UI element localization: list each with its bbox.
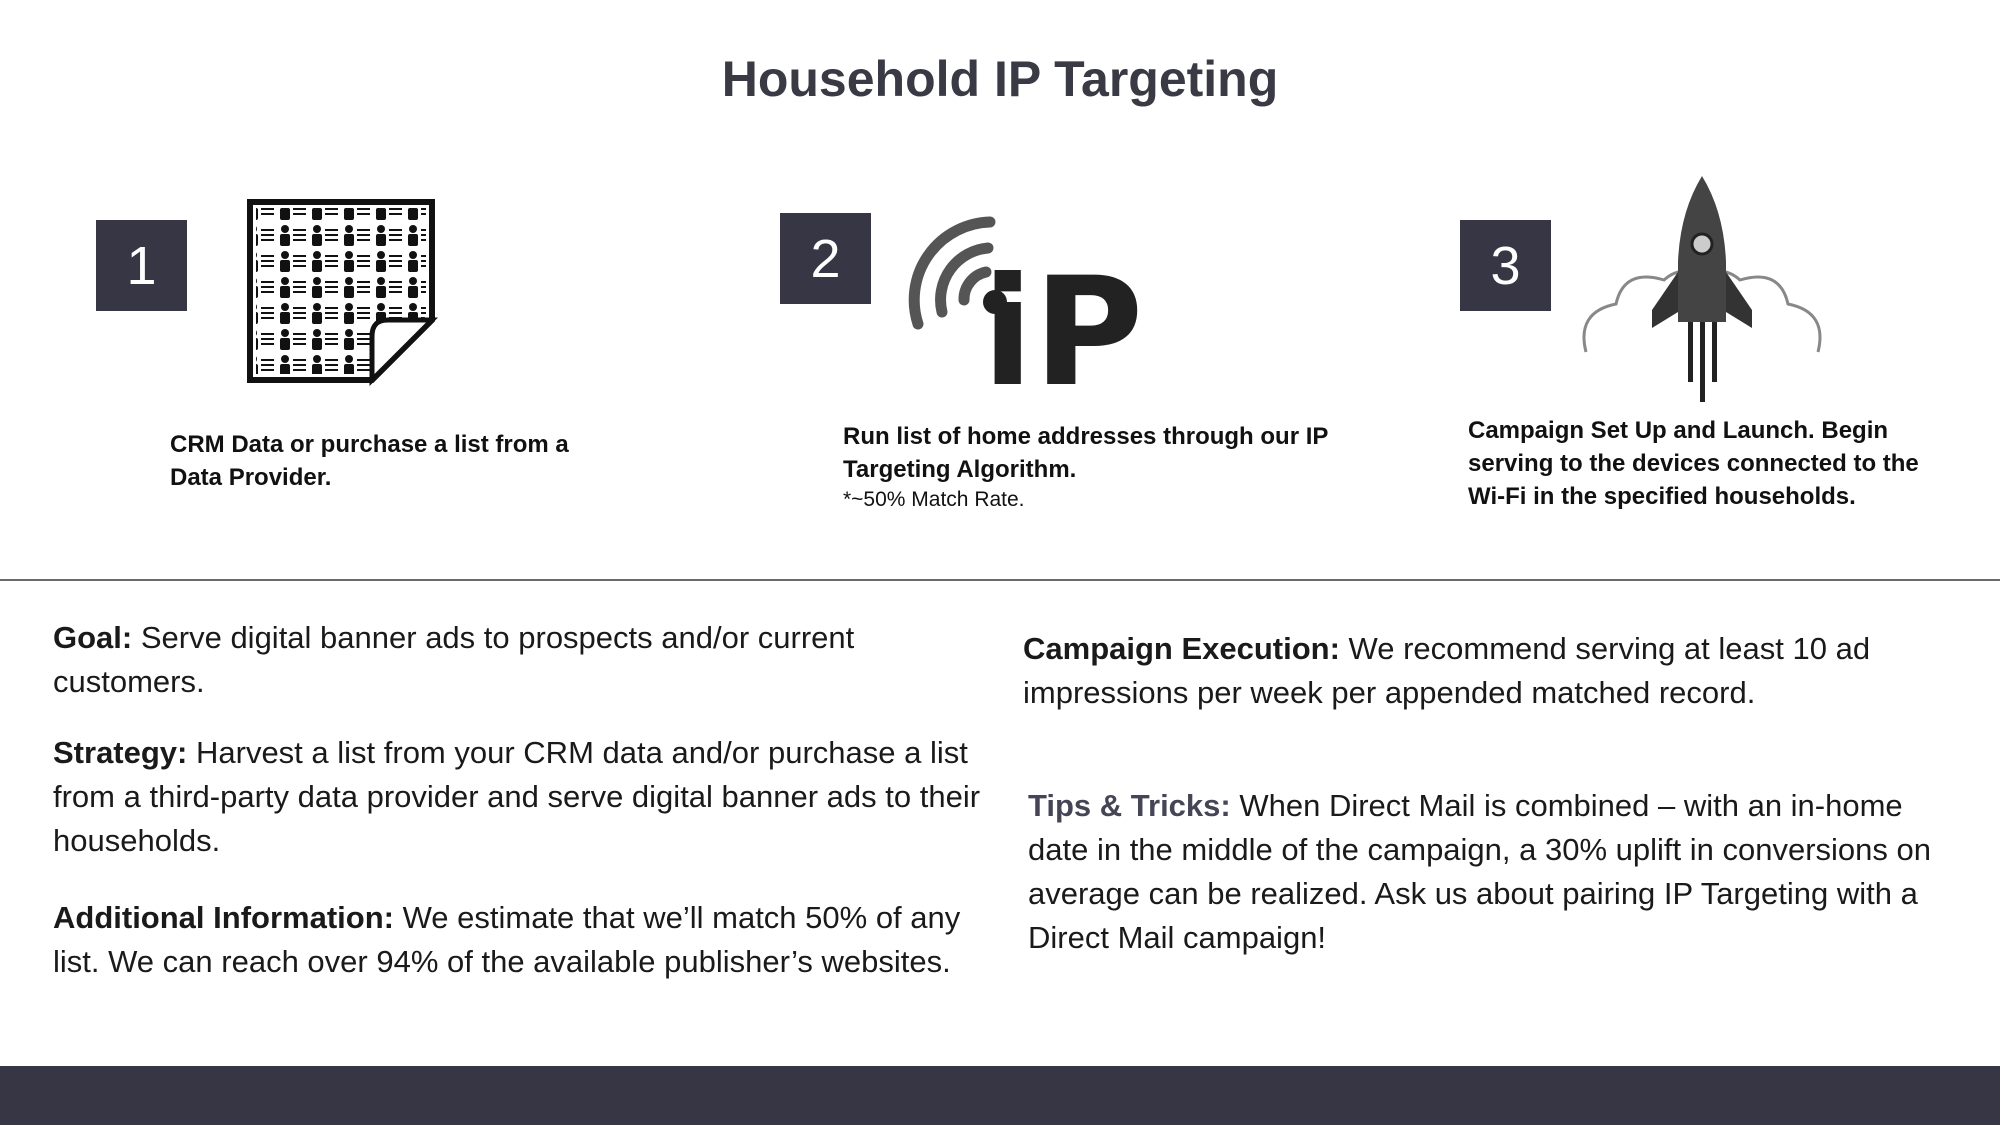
step-3-text <box>1468 414 1948 513</box>
step-2-number: 2 <box>780 213 871 304</box>
step-1-description: CRM Data or purchase a list from a Data Provider. <box>170 431 569 491</box>
tips-text: When Direct Mail is combined – with an in-home date in the middle of the campaign, a 30% uplift in conversions on average can be realized. Ask us about pairing IP Targeting with a Direct Mail campaign! <box>1028 788 1931 955</box>
step-2-text <box>843 420 1343 513</box>
step-2-note: *~50% Match Rate. <box>843 488 1025 511</box>
tips-paragraph <box>1028 784 1948 960</box>
strategy-paragraph <box>53 731 983 863</box>
step-1-number: 1 <box>96 220 187 311</box>
strategy-text: Harvest a list from your CRM data and/or purchase a list from a third-party data provider and serve digital banner ads to their households. <box>53 735 981 858</box>
tips-label: Tips & Tricks: <box>1028 788 1231 823</box>
additional-info-label: Additional Information: <box>53 900 394 935</box>
goal-label: Goal: <box>53 620 133 655</box>
additional-info-paragraph <box>53 896 983 984</box>
campaign-execution-label: Campaign Execution: <box>1023 631 1340 666</box>
strategy-label: Strategy: <box>53 735 188 770</box>
goal-paragraph <box>53 616 973 704</box>
contact-list-icon <box>246 198 436 389</box>
step-1-text <box>170 428 610 494</box>
step-3-description: Campaign Set Up and Launch. Begin serving to the devices connected to the Wi-Fi in the specified households. <box>1468 417 1919 510</box>
step-2-description: Run list of home addresses through our IP Targeting Algorithm. <box>843 423 1328 483</box>
page-title: Household IP Targeting <box>721 51 1279 107</box>
section-divider <box>0 579 2000 581</box>
ip-logo-text: iP <box>982 246 1144 420</box>
wifi-ip-icon <box>902 212 1144 420</box>
campaign-execution-text: We recommend serving at least 10 ad impressions per week per appended matched record. <box>1023 631 1871 710</box>
goal-text: Serve digital banner ads to prospects and/or current customers. <box>53 620 855 699</box>
footer-bar <box>0 1066 2000 1125</box>
campaign-execution-paragraph <box>1023 627 1943 715</box>
additional-info-text: We estimate that we’ll match 50% of any list. We can reach over 94% of the available publisher’s websites. <box>53 900 961 979</box>
rocket-launch-icon <box>1580 172 1825 412</box>
step-3-number: 3 <box>1460 220 1551 311</box>
